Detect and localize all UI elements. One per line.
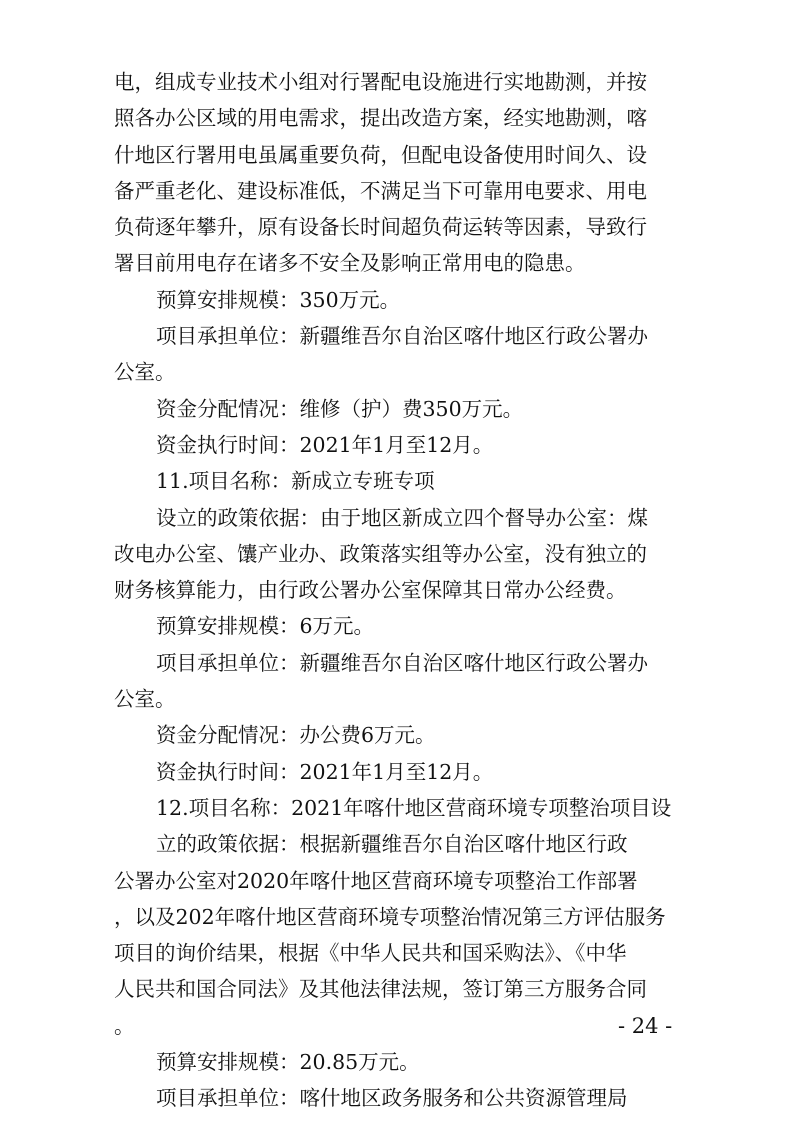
fund-allocation-line: 资金分配情况：办公费6万元。 xyxy=(156,723,436,748)
text-line: 备严重老化、建设标准低，不满足当下可靠用电要求、用电 xyxy=(114,178,647,203)
text-line: 公室。 xyxy=(114,687,176,712)
undertaking-unit-line: 项目承担单位：喀什地区政务服务和公共资源管理局 xyxy=(156,1086,628,1111)
text-line: 改电办公室、馕产业办、政策落实组等办公室，没有独立的 xyxy=(114,541,647,566)
text-line: 署目前用电存在诸多不安全及影响正常用电的隐患。 xyxy=(114,251,586,276)
project-heading-12: 12.项目名称：2021年喀什地区营商环境专项整治项目设 xyxy=(156,795,672,820)
execution-time-line: 资金执行时间：2021年1月至12月。 xyxy=(156,759,494,784)
text-line: 什地区行署用电虽属重要负荷，但配电设备使用时间久、设 xyxy=(114,142,647,167)
undertaking-unit-line: 项目承担单位：新疆维吾尔自治区喀什地区行政公署办 xyxy=(156,324,648,349)
policy-basis-line: 设立的政策依据：由于地区新成立四个督导办公室：煤 xyxy=(156,505,648,530)
project-heading-11: 11.项目名称：新成立专班专项 xyxy=(156,469,435,494)
text-line: ，以及202年喀什地区营商环境专项整治情况第三方评估服务 xyxy=(114,904,666,929)
text-line: 人民共和国合同法》及其他法律法规，签订第三方服务合同 xyxy=(114,977,647,1002)
budget-scale-line: 预算安排规模：350万元。 xyxy=(156,287,401,312)
text-line: 公署办公室对2020年喀什地区营商环境专项整治工作部署 xyxy=(114,868,638,893)
text-line: 项目的询价结果，根据《中华人民共和国采购法》、《中华 xyxy=(114,941,627,966)
text-line: 。 xyxy=(114,1013,135,1038)
body-text xyxy=(114,64,686,1117)
execution-time-line: 资金执行时间：2021年1月至12月。 xyxy=(156,432,494,457)
text-line: 负荷逐年攀升，原有设备长时间超负荷运转等因素，导致行 xyxy=(114,215,647,240)
policy-basis-line: 立的政策依据：根据新疆维吾尔自治区喀什地区行政 xyxy=(156,832,628,857)
page-number: - 24 - xyxy=(618,1014,673,1038)
text-line: 照各办公区域的用电需求，提出改造方案，经实地勘测，喀 xyxy=(114,106,647,131)
undertaking-unit-line: 项目承担单位：新疆维吾尔自治区喀什地区行政公署办 xyxy=(156,650,648,675)
text-line: 财务核算能力，由行政公署办公室保障其日常办公经费。 xyxy=(114,578,627,603)
text-line: 公室。 xyxy=(114,360,176,385)
budget-scale-line: 预算安排规模：20.85万元。 xyxy=(156,1050,420,1075)
fund-allocation-line: 资金分配情况：维修（护）费350万元。 xyxy=(156,396,524,421)
budget-scale-line: 预算安排规模：6万元。 xyxy=(156,614,375,639)
text-line: 电，组成专业技术小组对行署配电设施进行实地勘测，并按 xyxy=(114,70,647,94)
